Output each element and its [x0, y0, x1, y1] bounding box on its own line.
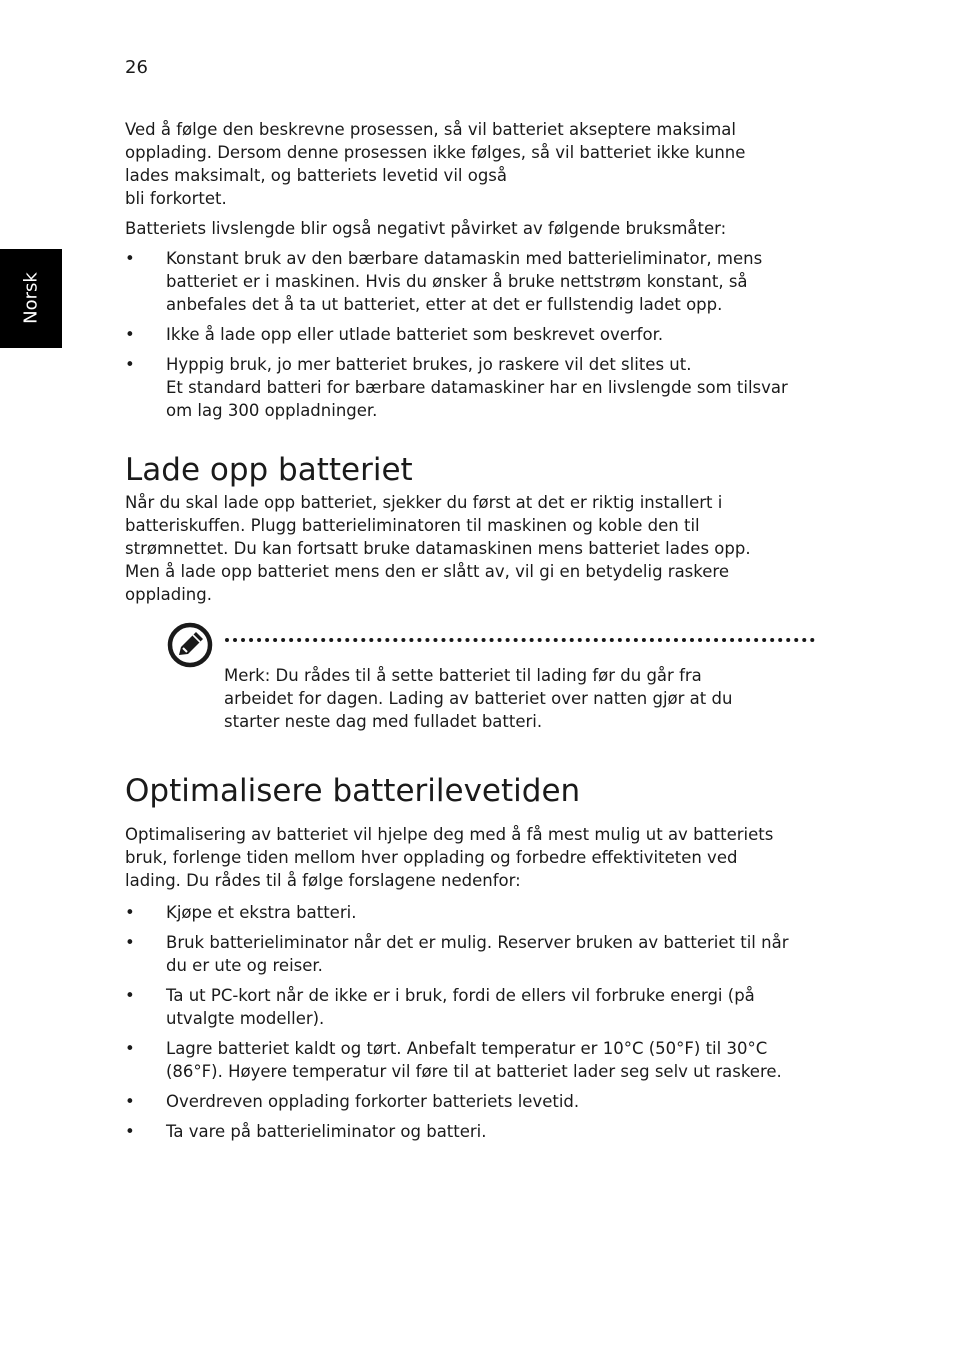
list-item [125, 353, 815, 422]
paragraph-line: bruk, forlenge tiden mellom hver opplading og forbedre effektiviteten ved [125, 848, 738, 867]
note-line: arbeidet for dagen. Lading av batteriet over natten gjør at du [224, 689, 733, 708]
list-item-line: Bruk batterieliminator når det er mulig. Reserver bruken av batteriet til når [166, 933, 789, 952]
list-item-line: utvalgte modeller). [166, 1009, 325, 1028]
list-item [125, 1120, 815, 1143]
paragraph-line: opplading. [125, 585, 212, 604]
list-item-line: Ta vare på batterieliminator og batteri. [166, 1122, 487, 1141]
paragraph-line: Optimalisering av batteriet vil hjelpe deg med å få mest mulig ut av batteriets [125, 825, 774, 844]
list-item [125, 901, 815, 924]
list-item-line: om lag 300 oppladninger. [166, 401, 378, 420]
list-item-line: batteriet er i maskinen. Hvis du ønsker å bruke nettstrøm konstant, så [166, 272, 748, 291]
list-item [125, 1090, 815, 1113]
intro-line: bli forkortet. [125, 189, 227, 208]
bullet-dot: • [125, 249, 135, 268]
paragraph-line: lading. Du rådes til å følge forslagene nedenfor: [125, 871, 521, 890]
optimize-paragraph [125, 823, 815, 892]
list-item [125, 247, 815, 316]
paragraph-line: Men å lade opp batteriet mens den er slått av, vil gi en betydelig raskere [125, 562, 729, 581]
list-item [125, 931, 815, 977]
section-heading-charging: Lade opp batteriet [125, 452, 413, 488]
charging-paragraph [125, 491, 815, 606]
page-content [125, 118, 815, 1150]
note-line: starter neste dag med fulladet batteri. [224, 712, 543, 731]
side-tab-label: Norsk [20, 272, 42, 324]
note-first-line [224, 664, 804, 687]
optimize-bullet-list [125, 901, 815, 1143]
list-item [125, 323, 815, 346]
list-item-line: Kjøpe et ekstra batteri. [166, 903, 357, 922]
intro-line: lades maksimalt, og batteriets levetid vil også [125, 166, 508, 185]
usage-heading: Batteriets livslengde blir også negativt påvirket av følgende bruksmåter: [125, 219, 727, 238]
list-item-line: Ta ut PC-kort når de ikke er i bruk, fordi de ellers vil forbruke energi (på [166, 986, 755, 1005]
note-box [125, 622, 815, 742]
language-side-tab [0, 249, 62, 348]
intro-line: Ved å følge den beskrevne prosessen, så vil batteriet akseptere maksimal [125, 120, 736, 139]
bullet-dot: • [125, 986, 135, 1005]
list-item-line: (86°F). Høyere temperatur vil føre til at batteriet lader seg selv ut raskere. [166, 1062, 782, 1081]
intro-paragraph [125, 118, 815, 210]
note-text [224, 664, 804, 733]
bullet-dot: • [125, 1122, 135, 1141]
usage-bullet-list [125, 247, 815, 422]
intro-line: opplading. Dersom denne prosessen ikke følges, så vil batteriet ikke kunne [125, 143, 746, 162]
list-item-line: anbefales det å ta ut batteriet, etter at det er fullstendig ladet opp. [166, 295, 723, 314]
paragraph-line: Når du skal lade opp batteriet, sjekker du først at det er riktig installert i [125, 493, 723, 512]
note-label: Merk: [224, 666, 271, 685]
bullet-dot: • [125, 1039, 135, 1058]
list-item-line: Konstant bruk av den bærbare datamaskin med batterieliminator, mens [166, 249, 763, 268]
list-item-line: Hyppig bruk, jo mer batteriet brukes, jo raskere vil det slites ut. [166, 355, 692, 374]
note-icon [167, 622, 213, 668]
note-first-line-text: Du rådes til å sette batteriet til lading før du går fra [270, 666, 702, 685]
bullet-dot: • [125, 1092, 135, 1111]
section-heading-optimize: Optimalisere batterilevetiden [125, 773, 581, 809]
list-item-line: Et standard batteri for bærbare datamaskiner har en livslengde som tilsvar [166, 378, 788, 397]
list-item-line: Overdreven opplading forkorter batteriets levetid. [166, 1092, 580, 1111]
bullet-dot: • [125, 933, 135, 952]
list-item-line: Lagre batteriet kaldt og tørt. Anbefalt temperatur er 10°C (50°F) til 30°C [166, 1039, 768, 1058]
paragraph-line: batteriskuffen. Plugg batterieliminatoren til maskinen og koble den til [125, 516, 700, 535]
page-number: 26 [125, 57, 148, 78]
bullet-dot: • [125, 325, 135, 344]
paragraph-line: strømnettet. Du kan fortsatt bruke datamaskinen mens batteriet lades opp. [125, 539, 751, 558]
list-item [125, 1037, 815, 1083]
note-dotted-rule [225, 638, 815, 642]
list-item [125, 984, 815, 1030]
bullet-dot: • [125, 355, 135, 374]
list-item-line: Ikke å lade opp eller utlade batteriet som beskrevet overfor. [166, 325, 664, 344]
list-item-line: du er ute og reiser. [166, 956, 323, 975]
bullet-dot: • [125, 903, 135, 922]
